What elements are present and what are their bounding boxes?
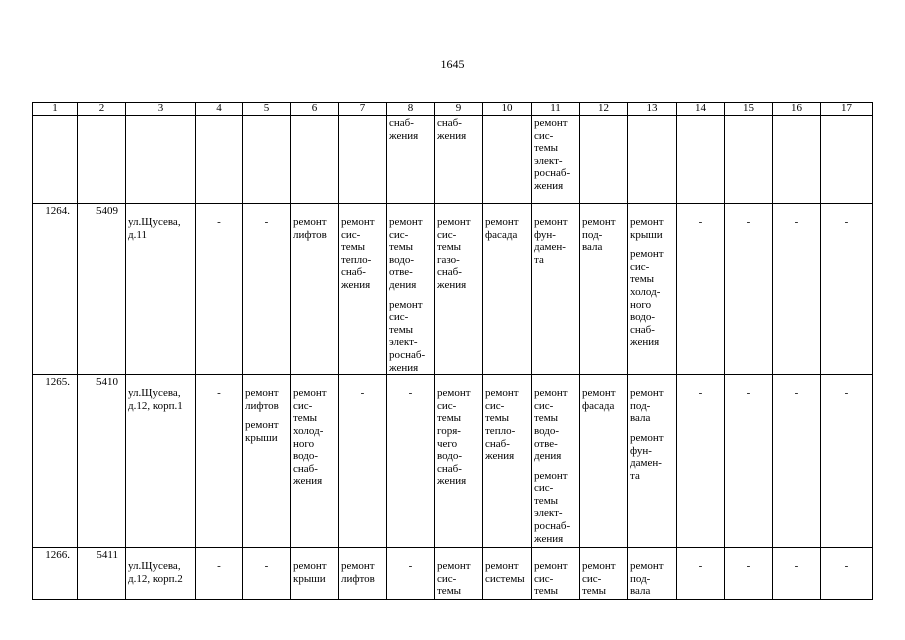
work-item-line: ного [630,298,652,311]
column-header-13: 13 [628,103,677,116]
work-item-line: фун- [630,444,652,457]
work-item [293,560,336,585]
work-item-line: сис- [534,129,554,142]
work-item-line: жения [534,532,564,545]
cell-col-6 [291,548,339,600]
work-item-line: системы [485,572,525,585]
column-header-16: 16 [773,103,821,116]
work-item-line: водо- [534,424,560,437]
work-item [245,387,288,412]
work-item-line: под- [582,228,603,241]
work-item-line: снаб- [389,117,414,129]
work-item-line: ремонт [534,216,568,228]
cell-col-16 [773,116,821,204]
work-item-line: ремонт [293,560,327,573]
header-row [33,103,873,116]
address-line: ул.Щусева, [128,387,181,400]
table-row-continuation [33,116,873,204]
work-item-line: элект- [534,507,563,520]
address-line: ул.Щусева, [128,560,181,573]
work-item-line: жения [534,179,564,192]
cell-col-11 [532,548,580,600]
work-item [630,387,674,425]
work-item-line: под- [630,399,651,412]
work-item-line: снаб- [437,266,462,279]
work-item-line: ремонт [485,387,519,400]
cell-col-17 [821,548,873,600]
cell-col-13 [628,116,677,204]
column-header-1: 1 [33,103,78,116]
work-item [630,216,674,241]
work-item-line: тепло- [341,253,372,266]
work-item-line: темы [293,412,318,425]
work-item-line: крыши [630,228,663,241]
work-item-line: сис- [485,399,505,412]
work-item-line: ного [293,437,315,450]
work-item-line: темы [437,585,462,598]
column-header-14: 14 [677,103,725,116]
empty-dash: - [408,560,413,573]
work-item-line: лифтов [245,399,279,412]
work-item-line: фун- [534,228,556,241]
work-item [630,560,674,598]
work-item-line: дамен- [534,241,566,254]
empty-dash: - [794,216,799,228]
work-item-line: элект- [389,336,418,349]
work-item-line: ремонт [534,469,568,482]
work-item-line: жения [437,278,467,291]
work-item-line: ремонт [437,216,471,228]
building-code-text: 5411 [96,549,118,562]
cell-col-4 [196,204,243,375]
work-item-line: фасада [485,228,518,241]
cell-col-13 [628,548,677,600]
work-item-line: водо- [437,450,463,463]
column-header-10: 10 [483,103,532,116]
work-item-line: темы [389,241,414,254]
work-item [582,216,625,254]
repair-schedule-table [32,102,873,600]
empty-dash: - [844,216,849,228]
cell-col-1 [33,116,78,204]
work-item-line: элект- [534,154,563,167]
work-item [437,117,480,142]
address-line: д.12, корп.1 [128,399,183,412]
work-item-line: ремонт [293,387,327,400]
work-item [389,117,432,142]
empty-dash: - [217,216,221,228]
work-item-line: жения [485,450,515,463]
work-item-line: роснаб- [534,520,571,533]
work-item-line: темы [485,412,510,425]
work-item-line: фасада [582,399,615,412]
work-item-line: сис- [630,260,650,273]
work-item-line: жения [389,129,419,142]
cell-col-6 [291,375,339,548]
work-item-line: ремонт [630,248,664,261]
column-header-17: 17 [821,103,873,116]
cell-col-8 [387,204,435,375]
work-item [485,216,529,241]
cell-col-10 [483,116,532,204]
empty-dash: - [844,387,849,400]
work-item-line: жения [389,361,419,374]
empty-dash: - [794,387,799,400]
work-item [341,560,384,585]
cell-col-3 [126,116,196,204]
cell-col-7 [339,204,387,375]
empty-dash: - [794,560,799,573]
empty-dash: - [746,387,751,400]
cell-col-14 [677,204,725,375]
work-item-line: ремонт [389,216,423,228]
work-item-line: ремонт [341,560,375,573]
work-item-line: снаб- [437,117,462,129]
work-item-line: сис- [293,399,313,412]
work-item-line: ремонт [245,419,279,432]
work-item [437,560,480,598]
work-item-line: ремонт [389,298,423,311]
cell-col-9 [435,548,483,600]
work-item-line: ремонт [582,387,616,400]
column-header-8: 8 [387,103,435,116]
cell-col-7 [339,548,387,600]
cell-col-5 [243,375,291,548]
work-item-line: ремонт [630,560,664,573]
work-item-line: ремонт [534,387,568,400]
cell-col-10 [483,375,532,548]
work-item-line: дения [389,278,417,291]
page-number: 1645 [440,57,465,71]
cell-col-9 [435,204,483,375]
cell-col-9 [435,375,483,548]
work-item-line: вала [630,412,651,425]
work-item-line: роснаб- [389,348,426,361]
cell-col-17 [821,204,873,375]
work-item [534,216,577,266]
work-item-line: ремонт [582,216,616,228]
cell-col-8 [387,548,435,600]
work-item-line: темы [582,585,607,598]
work-item [534,470,577,546]
cell-col-15 [725,375,773,548]
work-item-line: жения [437,129,467,142]
work-item [293,216,336,241]
work-item-line: та [630,469,640,482]
work-item-line: темы [389,323,414,336]
work-item-line: ремонт [630,387,664,400]
work-item-line: ремонт [630,216,664,228]
work-item-line: сис- [437,228,457,241]
empty-dash: - [408,387,413,400]
work-item-line: снаб- [630,323,655,336]
work-item [534,387,577,463]
work-item-line: отве- [534,437,558,450]
column-header-15: 15 [725,103,773,116]
work-item-line: сис- [582,572,602,585]
cell-col-5 [243,116,291,204]
work-item-line: сис- [389,228,409,241]
work-item-line: ремонт [245,387,279,400]
cell-col-10 [483,204,532,375]
work-item-line: темы [437,412,462,425]
work-item-line: снаб- [293,462,318,475]
work-item-line: тепло- [485,424,516,437]
cell-col-12 [580,548,628,600]
work-item-line: темы [341,241,366,254]
work-item-line: снаб- [341,266,366,279]
cell-col-11 [532,375,580,548]
address-line: д.11 [128,228,147,241]
cell-col-11 [532,116,580,204]
work-item [437,216,480,292]
work-item-line: сис- [534,482,554,495]
cell-col-9 [435,116,483,204]
cell-col-4 [196,548,243,600]
cell-col-7 [339,116,387,204]
cell-col-16 [773,204,821,375]
cell-col-6 [291,116,339,204]
cell-col-6 [291,204,339,375]
row-index [33,204,78,375]
work-item [485,387,529,463]
cell-col-7 [339,375,387,548]
address [126,204,196,375]
work-item [630,432,674,482]
column-header-4: 4 [196,103,243,116]
address [126,548,196,600]
work-item [582,387,625,412]
cell-col-2 [78,116,126,204]
work-item-line: крыши [293,572,326,585]
cell-col-12 [580,204,628,375]
empty-dash: - [217,387,221,400]
cell-col-17 [821,116,873,204]
work-item-line: ремонт [534,560,568,573]
work-item-line: темы [534,494,559,507]
work-item-line: ремонт [437,387,471,400]
work-item-line: темы [437,241,462,254]
table-row [33,204,873,375]
empty-dash: - [844,560,849,573]
work-item-line: водо- [389,253,415,266]
work-item-line: темы [630,273,655,286]
cell-col-12 [580,116,628,204]
work-item-line: вала [582,241,603,254]
work-item [630,248,674,349]
column-header-6: 6 [291,103,339,116]
work-item [341,216,384,292]
work-item-line: лифтов [341,572,375,585]
row-index-text: 1265. [45,376,70,389]
work-item-line: сис- [534,572,554,585]
work-item-line: водо- [630,311,656,324]
column-header-7: 7 [339,103,387,116]
work-item-line: жения [630,336,660,349]
work-item-line: ремонт [293,216,327,228]
work-item-line: роснаб- [534,167,571,180]
work-item-line: отве- [389,266,413,279]
work-item-line: ремонт [341,216,375,228]
work-item-line: сис- [437,572,457,585]
work-item-line: холод- [630,285,661,298]
cell-col-8 [387,116,435,204]
work-item [534,560,577,598]
column-header-3: 3 [126,103,196,116]
work-item-line: ремонт [534,117,568,129]
work-item-line: газо- [437,253,460,266]
work-item-line: сис- [389,311,409,324]
cell-col-16 [773,375,821,548]
work-item-line: снаб- [437,462,462,475]
cell-col-14 [677,116,725,204]
work-item-line: водо- [293,450,319,463]
work-item [534,117,577,193]
work-item-line: та [534,253,544,266]
empty-dash: - [746,216,751,228]
work-item-line: крыши [245,431,278,444]
row-index [33,548,78,600]
work-item [389,216,432,292]
cell-col-11 [532,204,580,375]
empty-dash: - [264,560,269,573]
cell-col-15 [725,204,773,375]
building-code [78,204,126,375]
cell-col-14 [677,548,725,600]
cell-col-15 [725,548,773,600]
building-code-text: 5410 [96,376,118,389]
address-line: д.12, корп.2 [128,572,183,585]
cell-col-8 [387,375,435,548]
cell-col-14 [677,375,725,548]
row-index [33,375,78,548]
cell-col-12 [580,375,628,548]
table-body [33,116,873,600]
cell-col-15 [725,116,773,204]
address [126,375,196,548]
column-header-11: 11 [532,103,580,116]
empty-dash: - [217,560,221,573]
work-item-line: лифтов [293,228,327,241]
cell-col-4 [196,375,243,548]
work-item-line: дения [534,450,562,463]
work-item-line: сис- [437,399,457,412]
cell-col-16 [773,548,821,600]
cell-col-5 [243,548,291,600]
column-header-2: 2 [78,103,126,116]
column-header-5: 5 [243,103,291,116]
cell-col-13 [628,204,677,375]
work-item-line: снаб- [485,437,510,450]
work-item-line: жения [437,475,467,488]
work-item-line: сис- [534,399,554,412]
empty-dash: - [264,216,269,228]
empty-dash: - [360,387,365,400]
table-row [33,375,873,548]
empty-dash: - [698,387,703,400]
work-item [582,560,625,598]
work-item [437,387,480,488]
cell-col-17 [821,375,873,548]
column-header-9: 9 [435,103,483,116]
work-item-line: темы [534,142,559,155]
work-item [293,387,336,488]
work-item-line: ремонт [437,560,471,573]
work-item-line: ремонт [485,216,519,228]
column-header-12: 12 [580,103,628,116]
work-item-line: ремонт [582,560,616,573]
work-item-line: горя- [437,424,461,437]
cell-col-10 [483,548,532,600]
cell-col-13 [628,375,677,548]
work-item-line: жения [341,278,371,291]
address-line: ул.Щусева, [128,216,181,228]
work-item-line: ремонт [630,431,664,444]
work-item [485,560,529,585]
work-item [389,299,432,375]
work-item-line: жения [293,475,323,488]
work-item-line: темы [534,412,559,425]
empty-dash: - [698,560,703,573]
building-code [78,548,126,600]
work-item-line: под- [630,572,651,585]
work-item-line: чего [437,437,458,450]
cell-col-4 [196,116,243,204]
work-item-line: ремонт [485,560,519,573]
row-index-text: 1266. [45,549,70,562]
work-item-line: темы [534,585,559,598]
cell-col-5 [243,204,291,375]
work-item-line: сис- [341,228,361,241]
table-row [33,548,873,600]
empty-dash: - [746,560,751,573]
empty-dash: - [698,216,703,228]
work-item-line: дамен- [630,457,662,470]
row-index-text: 1264. [45,205,70,217]
work-item [245,419,288,444]
building-code [78,375,126,548]
building-code-text: 5409 [96,205,118,217]
work-item-line: холод- [293,424,324,437]
work-item-line: вала [630,585,651,598]
